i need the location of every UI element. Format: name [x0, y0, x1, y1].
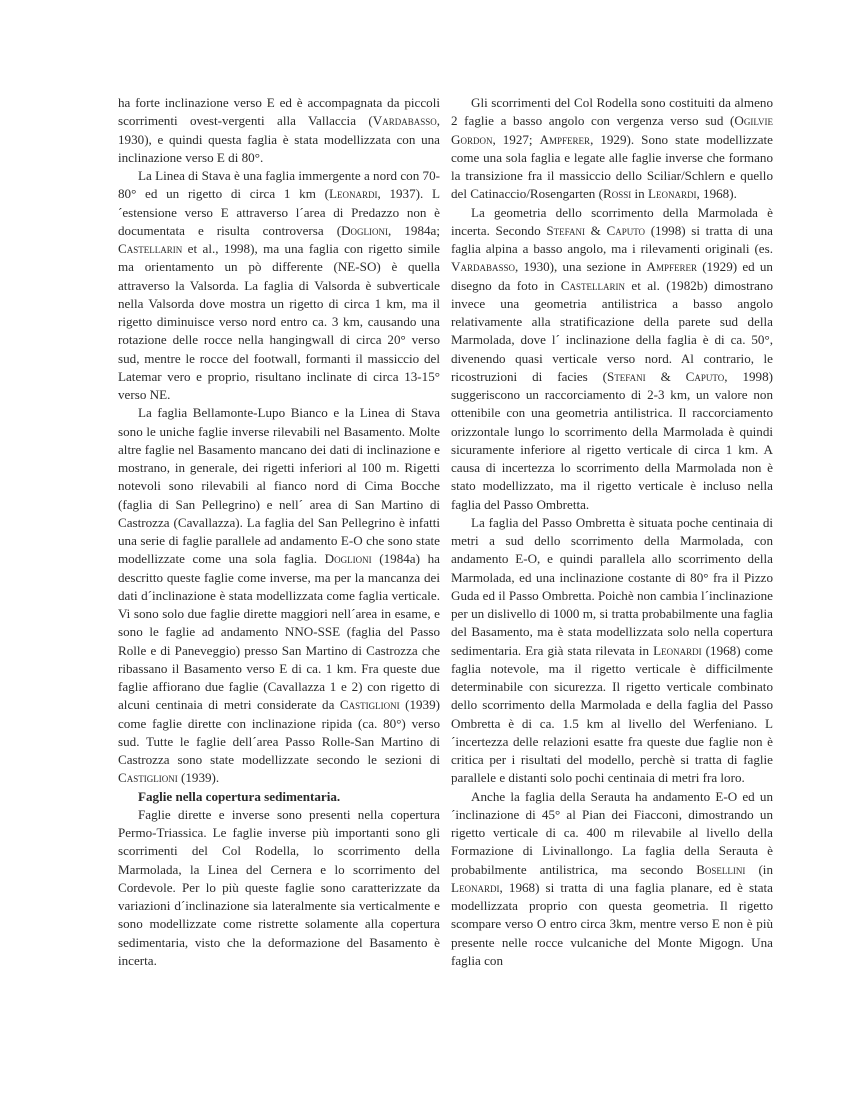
text-run: (1929) ed un disegno da foto in: [451, 259, 773, 293]
section-heading: Faglie nella copertura sedimentaria.: [138, 788, 341, 804]
text-run: ha forte inclinazione verso E ed è accompagnata da piccoli scorrimenti ovest-vergenti alla Vallaccia (: [118, 95, 440, 129]
author-citation: Vardabasso: [372, 113, 437, 129]
text-run: La geometria dello scorrimento della Marmolada è incerta. Secondo: [451, 204, 773, 238]
text-run: La faglia Bellamonte-Lupo Bianco e la Linea di Stava sono le uniche faglie inverse rilevabili nel Basamento. Molte altre faglie nel Basamento mancano dei dati di inclinazione e mostrano, in generale, dei rigetti inferiori al 100 m. Rigetti notevoli sono rilevabili al fianco nord di Cima Bocche (faglia di San Pellegrino) e nell´ area di San Martino di Castrozza (Cavallazza). La faglia del San Pellegrino è infatti una serie di faglie parallele ad andamento E-O che sono state modellizzate come una sola faglia.: [118, 405, 440, 567]
text-run: , 1930), e quindi questa faglia è stata modellizzata con una inclinazione verso E di 80°.: [118, 113, 440, 165]
text-run: Gli scorrimenti del Col Rodella sono costituiti da almeno 2 faglie a basso angolo con vergenza verso sud (: [451, 95, 773, 129]
text-run: , 1968).: [696, 186, 737, 202]
text-run: (1939).: [177, 770, 220, 786]
author-citation: Castellarin: [118, 241, 183, 256]
text-run: , 1929). Sono state modellizzate come una sola faglia e legate alle faglie inverse che formano la transizione fra il massiccio dello Sciliar/Schlern e quello del Catinaccio/Rosengarten (: [451, 131, 773, 202]
author-citation: Doglioni: [324, 551, 372, 567]
right-paragraph-4: [451, 788, 773, 971]
text-run: (1984a) ha descritto queste faglie come inverse, ma per la mancanza dei dati d´inclinazione è stata modellizzata come faglia verticale. Vi sono solo due faglie dirette maggiori nell´area in esame, e sono le faglie ad andamento NNO-SSE (faglia del Passo Rolle e di Paneveggio) presso San Martino di Castrozza che ribassano il Basamento verso E di ca. 1 km. Fra queste due faglie affiorano due faglie (Cavallazza 1 e 2) con rigetto di alcuni centinaia di metri considerate da: [118, 551, 440, 713]
text-run: , 1937). L´estensione verso E attraverso l´area di Predazzo non è documentata e risulta controversa (: [118, 186, 440, 238]
author-citation: Stefani & Caputo: [546, 222, 646, 238]
left-text-column: [118, 94, 440, 970]
text-run: La Linea di Stava è una faglia immergente a nord con 70-80° ed un rigetto di circa 1 km (: [118, 168, 440, 202]
author-citation: Stefani & Caputo: [607, 368, 725, 384]
author-citation: Castellarin: [560, 277, 626, 293]
author-citation: Leonardi: [451, 879, 500, 895]
text-run: , 1998) suggeriscono un raccorciamento di 2-3 km, un valore non ottenibile con una geometria antilistrica. Il raccorciamento orizzontale lungo lo scorrimento della Marmolada è quindi sicuramente inferiore al rigetto verticale di circa 1 km. A causa di incertezza lo scorrimento della Marmolada non è stato modellizzato, ma il rigetto verticale è incluso nella faglia del Passo Ombretta.: [451, 368, 773, 512]
text-run: in: [631, 186, 648, 202]
author-citation: Doglioni: [341, 222, 389, 238]
text-run: (1998) si tratta di una faglia alpina a basso angolo, ma i rilevamenti originali (es.: [451, 222, 773, 256]
author-citation: Ampferer: [646, 259, 697, 275]
text-run: , 1930), una sezione in: [514, 259, 647, 275]
text-run: (1968) come faglia notevole, ma il rigetto verticale è difficilmente determinabile con sicurezza. Il rigetto verticale combinato dello scorrimento della Marmolada e della faglia del Passo Ombretta è di ca. 1.5 km al livello del Werfeniano. L´incertezza delle relazioni esatte fra queste due faglie non è critica per i risultati del modello, perchè si tratta di faglie parallele e distanti solo pochi centinaia di metri fra loro.: [451, 642, 773, 786]
left-paragraph-1: [118, 94, 440, 167]
author-citation: Leonardi: [328, 186, 378, 202]
text-run: Anche la faglia della Serauta ha andamento E-O ed un´inclinazione di 45° al Pian dei Fiacconi, dimostrando un rigetto verticale di ca. 400 m rilevabile al livello della Formazione di Livinallongo. La faglia della Serauta è probabilmente antilistrica, ma secondo: [451, 788, 773, 877]
author-citation: Ampferer: [539, 131, 591, 147]
text-run: , 1984a;: [388, 222, 440, 238]
author-citation: Bosellini: [696, 861, 746, 877]
text-run: (1939) come faglie dirette con inclinazione ripida (ca. 80°) verso sud. Tutte le faglie dell´area Passo Rolle-San Martino di Castrozza sono state modellizzate secondo le sezioni di: [118, 697, 440, 767]
left-paragraph-4: Faglie dirette e inverse sono presenti nella copertura Permo-Triassica. Le faglie inverse più importanti sono gli scorrimenti del Col Rodella, lo scorrimento della Marmolada, la Linea del Cernera e lo scorrimento del Cordevole. Per lo più queste faglie sono caratterizzate da variazioni d´inclinazione sia lateralmente sia verticalmente e sono modellizzate come ristrette solamente alla copertura sedimentaria, visto che la deformazione del Basamento è incerta.: [118, 806, 440, 968]
text-run: , 1927;: [492, 131, 540, 147]
author-citation: Castiglioni: [118, 770, 178, 786]
author-citation: Leonardi: [647, 186, 697, 202]
text-run: La faglia del Passo Ombretta è situata poche centinaia di metri a sud dello scorrimento della Marmolada, con andamento E-O, e quindi parallela allo scorrimento della Marmolada, ed una inclinazione costante di 80° fra il Pizzo Guda ed il Passo Ombretta. Poichè non cambia l´inclinazione per un dislivello di 1000 m, si tratta probabilmente una faglia del Basamento, ma è stata modellizzata solo nella copertura sedimentaria. Era già stata rilevata in: [451, 514, 773, 658]
right-paragraph-1: [451, 94, 773, 204]
author-citation: Ogilvie Gordon: [451, 113, 773, 147]
text-run: et al. (1982b) dimostrano invece una geometria antilistrica a basso angolo relativamente alla stratificazione della parete sud della Marmolada, dove l´ inclinazione della faglia è di ca. 50°, divenendo quasi verticale verso nord. Al contrario, le ricostruzioni di facies (: [451, 277, 773, 384]
text-run: (in: [745, 861, 773, 877]
left-paragraph-3: [118, 404, 440, 787]
text-run: , 1968) si tratta di una faglia planare, ed è stata modellizzata proprio con questa geometria. Il rigetto scompare verso O entro circa 3km, mentre verso E non è più presente nelle rocce vulcaniche del Monte Migogn. Una faglia con: [451, 879, 773, 968]
author-citation: Castiglioni: [339, 697, 400, 713]
right-text-column: [451, 94, 773, 970]
author-citation: Rossi: [602, 186, 632, 202]
author-citation: Vardabasso: [451, 259, 515, 275]
left-paragraph-2: [118, 167, 440, 404]
right-paragraph-2: [451, 204, 773, 514]
text-run: et al., 1998), ma una faglia con rigetto simile ma orientamento un pò differente (NE-SO) è quella attraverso la Valsorda. La faglia di Valsorda è subverticale nella Valsorda dove mostra un rigetto di circa 1 km, ma il rigetto diminuisce verso nord entro ca. 3 km, causando una rotazione delle rocce nella hangingwall di circa 20° verso sud, mentre le rocce del footwall, formanti il massiccio del Latemar vero e proprio, risultano inclinate di circa 13-15° verso NE.: [118, 241, 440, 402]
author-citation: Leonardi: [653, 642, 702, 658]
right-paragraph-3: [451, 514, 773, 788]
